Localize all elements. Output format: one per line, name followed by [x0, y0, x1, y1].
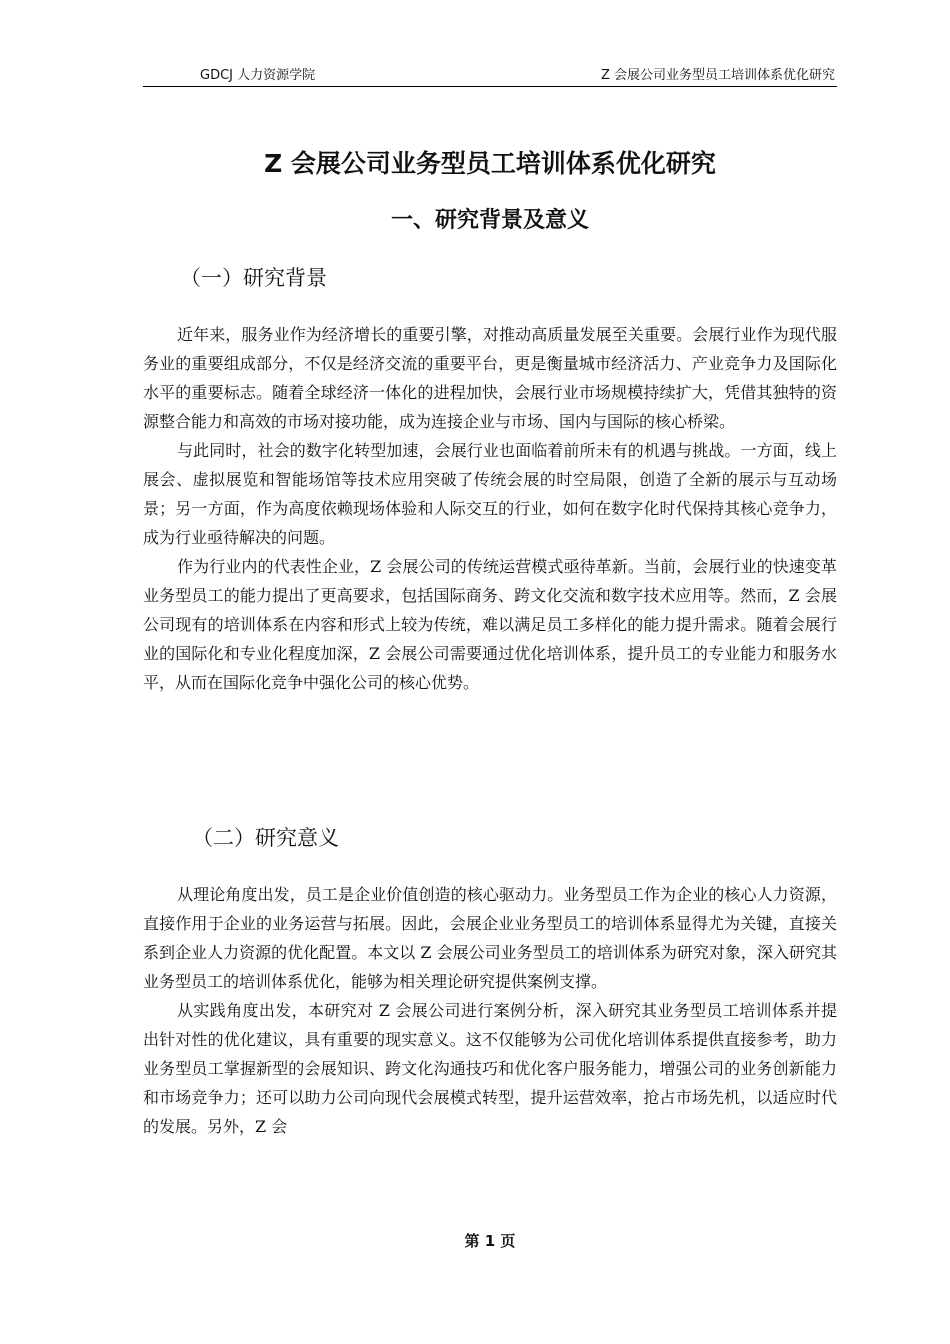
- paragraph: 从实践角度出发，本研究对 Z 会展公司进行案例分析，深入研究其业务型员工培训体系并提出针对性的优化建议，具有重要的现实意义。这不仅能够为公司优化培训体系提供直接参考，助力业务型员工掌握新型的会展知识、跨文化沟通技巧和优化客户服务能力，增强公司的业务创新能力和市场竞争力；还可以助力公司向现代会展模式转型，提升运营效率，抢占市场先机，以适应时代的发展。另外，Z 会: [143, 1001, 837, 1136]
- background-body: [143, 320, 837, 697]
- header-right-text: Z 会展公司业务型员工培训体系优化研究: [600, 68, 835, 83]
- header-left-text: GDCJ 人力资源学院: [200, 68, 316, 83]
- paragraph: 作为行业内的代表性企业，Z 会展公司的传统运营模式亟待革新。当前，会展行业的快速变革业务型员工的能力提出了更高要求，包括国际商务、跨文化交流和数字技术应用等。然而，Z 会展公司现有的培训体系在内容和形式上较为传统，难以满足员工多样化的能力提升需求。随着会展行业的国际化和专业化程度加深，Z 会展公司需要通过优化培训体系，提升员工的专业能力和服务水平，从而在国际化竞争中强化公司的核心优势。: [143, 557, 837, 692]
- paragraph: 与此同时，社会的数字化转型加速，会展行业也面临着前所未有的机遇与挑战。一方面，线上展会、虚拟展览和智能场馆等技术应用突破了传统会展的时空局限，创造了全新的展示与互动场景；另一方面，作为高度依赖现场体验和人际交互的行业，如何在数字化时代保持其核心竞争力，成为行业亟待解决的问题。: [143, 441, 837, 547]
- paragraph: 从理论角度出发，员工是企业价值创造的核心驱动力。业务型员工作为企业的核心人力资源，直接作用于企业的业务运营与拓展。因此，会展企业业务型员工的培训体系显得尤为关键，直接关系到企业人力资源的优化配置。本文以 Z 会展公司业务型员工的培训体系为研究对象，深入研究其业务型员工的培训体系优化，能够为相关理论研究提供案例支撑。: [143, 885, 837, 991]
- subsection-heading-significance: （二）研究意义: [192, 826, 339, 850]
- subsection-heading-background: （一）研究背景: [180, 266, 327, 290]
- section-title: 一、研究背景及意义: [390, 208, 589, 233]
- header-divider: [143, 86, 837, 87]
- document-title: Z 会展公司业务型员工培训体系优化研究: [264, 149, 716, 178]
- significance-body: [143, 880, 837, 1141]
- paragraph: 近年来，服务业作为经济增长的重要引擎，对推动高质量发展至关重要。会展行业作为现代服务业的重要组成部分，不仅是经济交流的重要平台，更是衡量城市经济活力、产业竞争力及国际化水平的重要标志。随着全球经济一体化的进程加快，会展行业市场规模持续扩大，凭借其独特的资源整合能力和高效的市场对接功能，成为连接企业与市场、国内与国际的核心桥梁。: [143, 325, 837, 431]
- page-number: 第 1 页: [464, 1232, 516, 1250]
